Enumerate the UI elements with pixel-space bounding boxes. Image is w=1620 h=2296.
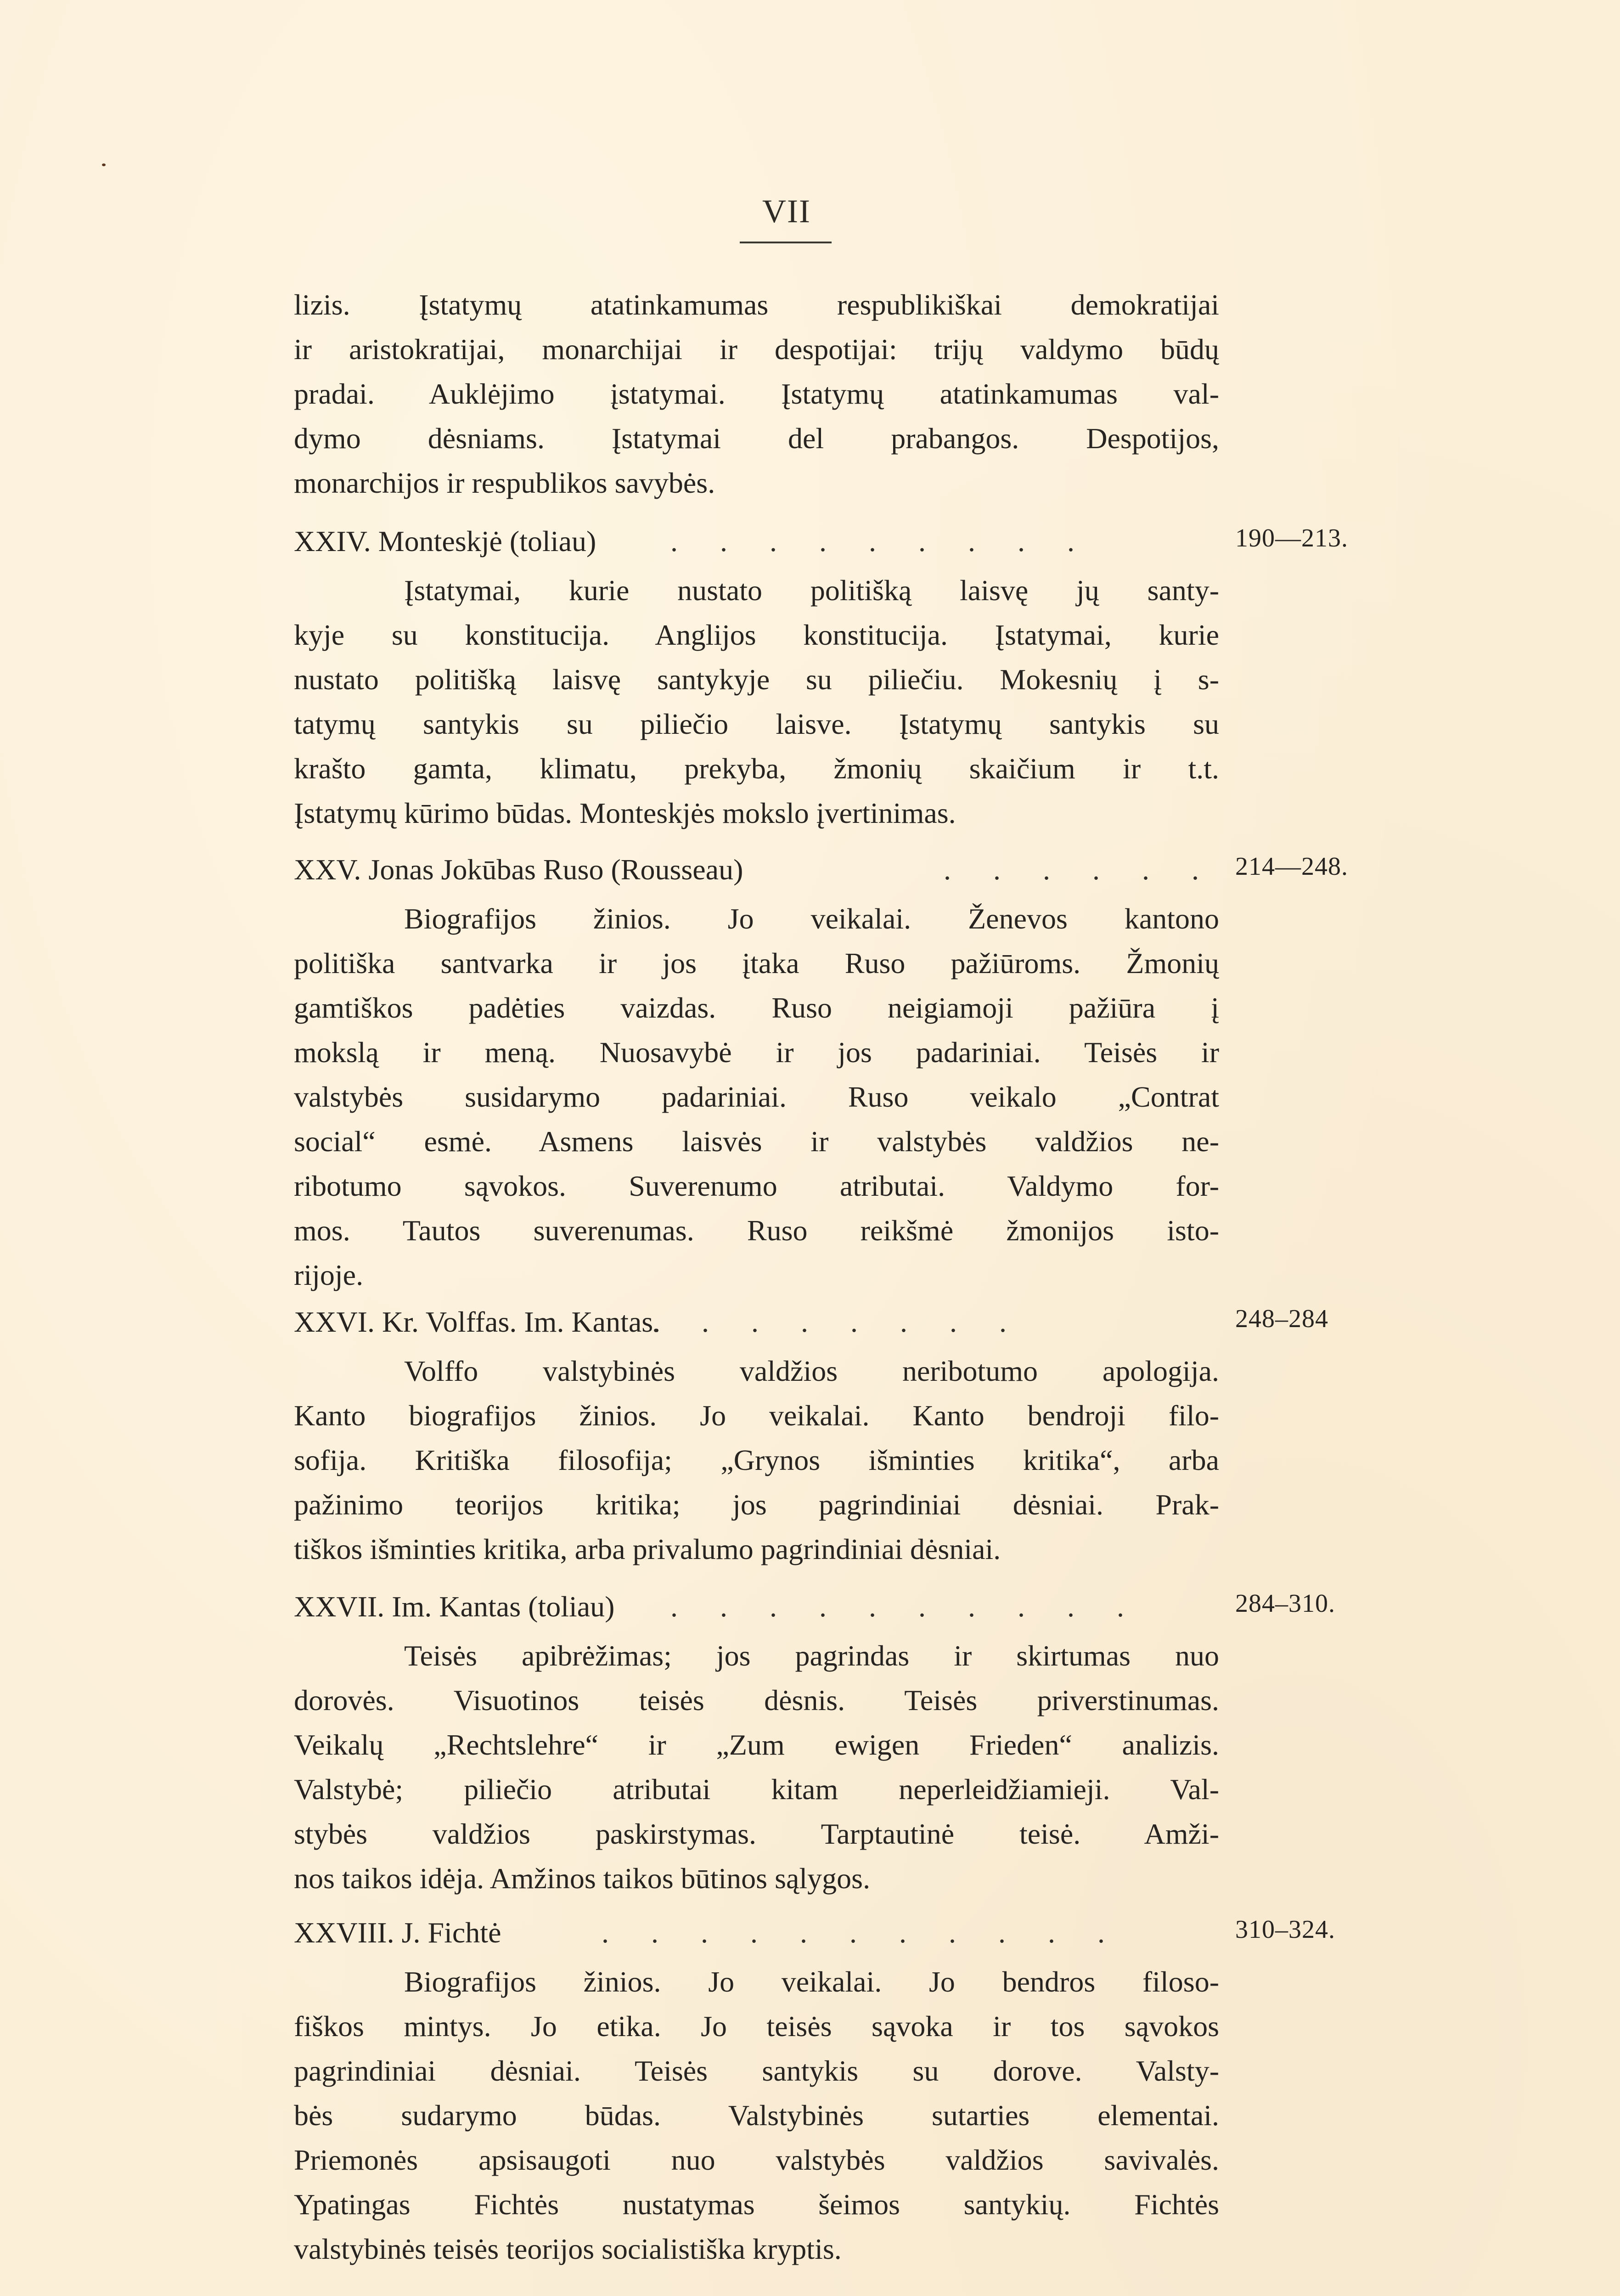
text-line: ir aristokratijai, monarchijai ir despotijai: trijų valdymo būdų (294, 333, 1219, 366)
toc-entry-summary (294, 1959, 1219, 2271)
text-line: sofija. Kritiška filosofija; „Grynos išminties kritika“, arba (294, 1444, 1219, 1476)
chapter-title: Kr. Volffas. Im. Kantas. (382, 1306, 661, 1338)
dot-leader: . . . . . . . . . . (670, 1590, 1142, 1623)
text-line: rijoje. (294, 1259, 364, 1291)
toc-entry-summary (294, 896, 1219, 1297)
page-number: VII (762, 193, 811, 230)
chapter-title: Monteskjė (toliau) (378, 525, 596, 557)
text-line: mokslą ir meną. Nuosavybė ir jos padariniai. Teisės ir (294, 1036, 1219, 1069)
toc-entry-heading[interactable] (294, 519, 1378, 563)
toc-entry-heading[interactable] (294, 1584, 1378, 1629)
text-line: nos taikos idėja. Amžinos taikos būtinos sąlygos. (294, 1862, 871, 1895)
text-line: valstybinės teisės teorijos socialistiška kryptis. (294, 2233, 842, 2265)
summary-text (294, 1633, 1219, 1901)
dot-leader: . . . . . . . . . (670, 525, 1092, 557)
toc-entry-summary (294, 1349, 1219, 1571)
chapter-number: XXV. (294, 853, 361, 886)
text-line: Veikalų „Rechtslehre“ ir „Zum ewigen Frieden“ analizis. (294, 1728, 1219, 1761)
text-line: dorovės. Visuotinos teisės dėsnis. Teisės priverstinumas. (294, 1684, 1219, 1716)
text-line: dymo dėsniams. Įstatymai del prabangos. Despotijos, (294, 422, 1219, 455)
toc-entry-summary (294, 568, 1219, 835)
text-line: gamtiškos padėties vaizdas. Ruso neigiamoji pažiūra į (294, 991, 1219, 1024)
text-line: valstybės susidarymo padariniai. Ruso veikalo „Contrat (294, 1080, 1219, 1113)
intro-text (294, 282, 1219, 505)
summary-text (294, 1959, 1219, 2271)
page-number-rule (740, 242, 832, 243)
text-line: Valstybė; piliečio atributai kitam neperleidžiamieji. Val- (294, 1773, 1219, 1806)
dot-leader: . . . . . . . . (652, 1306, 1024, 1338)
text-line: Įstatymai, kurie nustato politišką laisvę jų santy- (404, 574, 1219, 607)
toc-entry-summary (294, 1633, 1219, 1901)
text-line: Teisės apibrėžimas; jos pagrindas ir skirtumas nuo (404, 1639, 1219, 1672)
paper-speck (102, 163, 106, 166)
text-line: politiška santvarka ir jos įtaka Ruso pažiūroms. Žmonių (294, 947, 1219, 979)
chapter-title: J. Fichtė (401, 1916, 501, 1949)
text-line: bės sudarymo būdas. Valstybinės sutarties elementai. (294, 2099, 1219, 2132)
chapter-number: XXIV. (294, 525, 371, 557)
summary-text (294, 568, 1219, 835)
chapter-title: Jonas Jokūbas Ruso (Rousseau) (368, 853, 743, 886)
text-line: Ypatingas Fichtės nustatymas šeimos santykių. Fichtės (294, 2188, 1219, 2221)
toc-entry-title (294, 1910, 501, 1955)
text-line: Biografijos žinios. Jo veikalai. Ženevos kantono (404, 902, 1219, 935)
text-line: Priemonės apsisaugoti nuo valstybės valdžios savivalės. (294, 2144, 1219, 2176)
text-line: fiškos mintys. Jo etika. Jo teisės sąvoka ir tos sąvokos (294, 2010, 1219, 2043)
chapter-title: Im. Kantas (toliau) (392, 1590, 615, 1623)
text-line: mos. Tautos suverenumas. Ruso reikšmė žmonijos isto- (294, 1214, 1219, 1247)
text-line: Kanto biografijos žinios. Jo veikalai. Kanto bendroji filo- (294, 1399, 1219, 1432)
text-line: pagrindiniai dėsniai. Teisės santykis su dorove. Valsty- (294, 2054, 1219, 2087)
text-line: lizis. Įstatymų atatinkamumas respublikiškai demokratijai (294, 288, 1219, 321)
text-line: Biografijos žinios. Jo veikalai. Jo bendros filoso- (404, 1965, 1219, 1998)
toc-entry-title (294, 847, 743, 892)
text-line: tatymų santykis su piliečio laisve. Įstatymų santykis su (294, 708, 1219, 740)
toc-entry-heading[interactable] (294, 847, 1378, 892)
page-range: 284–310. (1235, 1589, 1335, 1618)
chapter-number: XXVIII. (294, 1916, 394, 1949)
toc-entry-title (294, 1300, 660, 1344)
text-line: ribotumo sąvokos. Suverenumo atributai. Valdymo for- (294, 1170, 1219, 1202)
toc-entry-heading[interactable] (294, 1300, 1378, 1344)
text-line: stybės valdžios paskirstymas. Tarptautinė teisė. Amži- (294, 1818, 1219, 1850)
toc-entry-title (294, 519, 596, 563)
text-line: pradai. Auklėjimo įstatymai. Įstatymų atatinkamumas val- (294, 377, 1219, 410)
text-line: nustato politišką laisvę santykyje su piliečiu. Mokesnių į s- (294, 663, 1219, 696)
page-range: 310–324. (1235, 1915, 1335, 1944)
summary-text (294, 1349, 1219, 1571)
toc-entry-title (294, 1584, 614, 1629)
page-range: 190—213. (1235, 524, 1348, 552)
chapter-number: XXVII. (294, 1590, 385, 1623)
page-range: 214—248. (1235, 852, 1348, 881)
text-line: pažinimo teorijos kritika; jos pagrindiniai dėsniai. Prak- (294, 1488, 1219, 1521)
text-line: tiškos išminties kritika, arba privalumo pagrindiniai dėsniai. (294, 1533, 1001, 1565)
dot-leader: . . . . . . . . . . . (602, 1916, 1122, 1949)
page-range: 248–284 (1235, 1305, 1328, 1333)
toc-entry-heading[interactable] (294, 1910, 1378, 1955)
text-line: kyje su konstitucija. Anglijos konstitucija. Įstatymai, kurie (294, 619, 1219, 651)
dot-leader: . . . . . . (944, 853, 1216, 886)
chapter-number: XXVI. (294, 1306, 375, 1338)
text-line: social“ esmė. Asmens laisvės ir valstybės valdžios ne- (294, 1125, 1219, 1158)
summary-text (294, 896, 1219, 1297)
text-line: krašto gamta, klimatu, prekyba, žmonių skaičium ir t.t. (294, 752, 1219, 785)
text-line: monarchijos ir respublikos savybės. (294, 467, 715, 499)
intro-paragraph (294, 282, 1219, 505)
text-line: Volffo valstybinės valdžios neribotumo apologija. (404, 1355, 1219, 1387)
text-line: Įstatymų kūrimo būdas. Monteskjės mokslo įvertinimas. (294, 797, 956, 829)
